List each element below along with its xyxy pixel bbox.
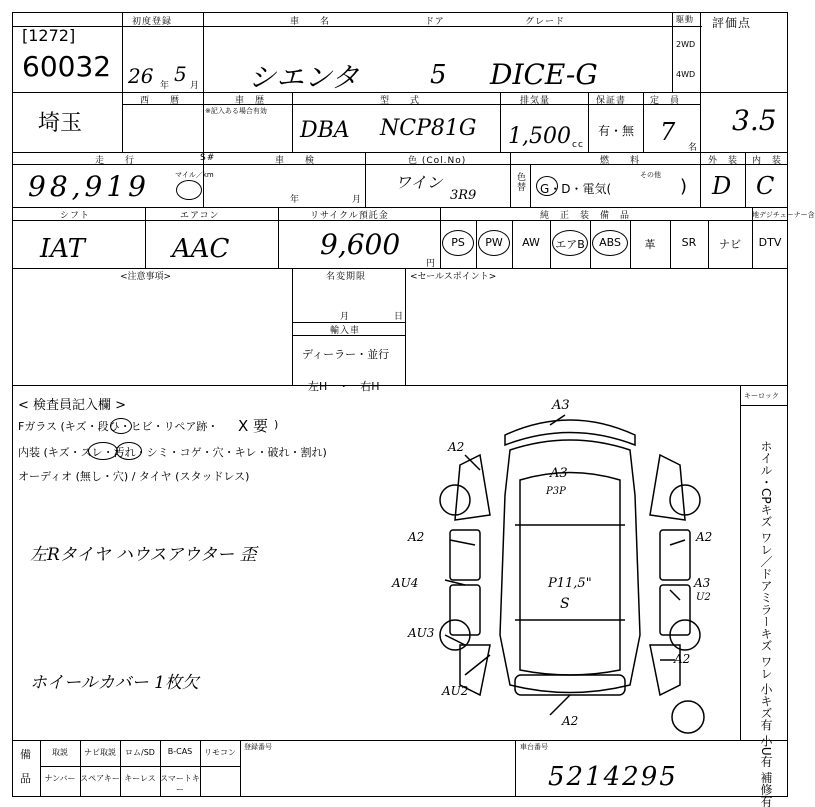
ac-label: エアコン [180, 211, 220, 221]
inspector-title: < 検査員記入欄 > [18, 398, 127, 413]
month-unit: 月 [190, 81, 201, 91]
equipment-circle-1 [478, 230, 510, 256]
warranty-options: 有・無 [598, 124, 635, 138]
first-reg-value: 26 [128, 64, 154, 88]
model-label: 型 式 [380, 96, 421, 106]
mark-left-rear: AU3 [408, 626, 435, 640]
name-change-month: 月 [340, 312, 351, 322]
mark-center-2: S [560, 596, 570, 612]
equipment-6: SR [681, 236, 697, 249]
fuel-options: G・D・電気( [540, 182, 612, 196]
equipment-2: AW [522, 236, 540, 249]
capacity-unit: 名 [688, 143, 699, 153]
mark-right-door-rear-1: A3 [694, 576, 711, 590]
recycle-value: 9,600 [320, 228, 401, 261]
inspection-month-unit: 月 [352, 195, 363, 205]
mileage-sub: S# [200, 153, 216, 163]
dealer-label: ディーラー・並行 [302, 348, 390, 361]
car-front-bumper [505, 420, 635, 445]
door-label: ドア [425, 17, 445, 27]
inspector-note-2: ホイールカバー 1枚欠 [30, 673, 199, 693]
interior-value: C [756, 172, 775, 200]
mark-roof: A3 [550, 466, 568, 481]
footer-side-2: 品 [20, 772, 31, 785]
mark-roof-sub: P3P [546, 486, 566, 497]
first-reg-label: 初度登録 [132, 17, 173, 27]
score-value: 3.5 [732, 104, 777, 137]
equipment-circle-3 [552, 230, 588, 256]
capacity-label: 定 員 [650, 96, 681, 106]
footer-top-item: 取説 [52, 748, 68, 757]
mileage-value: 98,919 [28, 170, 150, 203]
ac-value: AAC [172, 234, 230, 264]
interior-label: 内 装 [752, 156, 783, 166]
prefecture: 埼玉 [38, 111, 83, 136]
car-body-outline [500, 440, 640, 693]
drive-2wd: 2WD [676, 40, 696, 49]
interior-line: 内装 (キズ・スレ・汚れ・シミ・コゲ・穴・キレ・破れ・割れ) [18, 446, 327, 459]
footer-top-item: B-CAS [167, 747, 193, 756]
km-circle [176, 180, 202, 200]
recycle-label: リサイクル預託金 [310, 211, 389, 221]
lot-number: [1272] [22, 26, 76, 45]
car-wheel-right-front [670, 485, 700, 515]
mark-left-door-rear: AU4 [392, 576, 419, 590]
interior-option-circle-2 [116, 442, 142, 460]
shift-label: シフト [60, 211, 91, 221]
name-change-label: 名変期限 [326, 272, 367, 282]
equipment-4: ABS [599, 236, 621, 249]
month-value: 5 [174, 62, 187, 86]
sales-point-label: <セールスポイント> [410, 272, 497, 282]
car-right-door-rear [660, 585, 690, 635]
equipment-circle-0 [442, 230, 474, 256]
history-note: ※記入ある場合有効 [205, 107, 267, 115]
car-wheel-left-front [440, 485, 470, 515]
warranty-label: 保証書 [596, 96, 627, 106]
footer-bottom-item: ナンバー [44, 774, 76, 783]
footer-bottom-item: スマートキー [160, 774, 200, 794]
car-left-door-front [450, 530, 480, 580]
color-value: ワイン [395, 173, 443, 192]
equipment-circle-4 [592, 230, 628, 256]
caution-label: <注意事項> [120, 272, 172, 282]
legend-text: ホイル・CPキズ ワレ／ドアミラーキズ ワレ 小キズ有 小U有 補修有 [759, 440, 773, 807]
audio-line: オーディオ (無し・穴) / タイヤ (スタッドレス) [18, 470, 250, 483]
car-right-fender-front [650, 455, 685, 520]
mark-bottom: A2 [562, 714, 579, 728]
car-name-value: シエンタ [248, 61, 359, 94]
equipment-1: PW [485, 236, 503, 249]
model-prefix: DBA [300, 118, 350, 143]
mark-bottom-left: AU2 [442, 684, 469, 698]
mileage-units: マイル／km [175, 171, 214, 179]
year-unit: 年 [160, 81, 171, 91]
interior-option-circle-1 [88, 442, 118, 460]
mark-right-door-rear-2: U2 [696, 592, 711, 603]
exterior-label: 外 装 [708, 156, 739, 166]
chassis-label: 車台番号 [520, 743, 548, 751]
car-name-label: 車 名 [290, 17, 331, 27]
glass-mark: X 要 [238, 417, 269, 435]
mark-top: A3 [552, 398, 570, 413]
spare-wheel [672, 701, 704, 733]
glass-line: Fガラス (キズ・段ひ・ヒビ・リペア跡・ [18, 420, 219, 433]
model-value: NCP81G [380, 116, 477, 141]
footer-top-item: リモコン [204, 748, 236, 757]
fuel-label: 燃 料 [600, 156, 641, 166]
mark-right-door-front: A2 [696, 530, 713, 544]
recycle-unit: 円 [426, 259, 437, 269]
car-roof [520, 473, 620, 676]
purchase-label: 輸入車 [330, 326, 361, 336]
inspection-label: 車 検 [275, 156, 316, 166]
inspection-year-unit: 年 [290, 195, 301, 205]
glass-option-circle [110, 418, 132, 434]
equipment-7: ナビ [719, 238, 741, 251]
mileage-label: 走 行 [95, 156, 136, 166]
displacement-value: 1,500 [508, 124, 571, 149]
equipment-3: エアB [555, 238, 585, 251]
inspector-note-1: 左Rタイヤ ハウスアウター 歪 [30, 545, 257, 565]
equipment-8: DTV [758, 236, 782, 249]
mark-center-1: P11,5" [548, 576, 592, 591]
history-label: 車 歴 [235, 96, 266, 106]
footer-top-item: ナビ取説 [84, 748, 116, 757]
shift-value: IAT [40, 234, 85, 264]
entry-number: 60032 [22, 50, 112, 83]
car-left-door-rear [450, 585, 480, 635]
grade-value: DICE-G [490, 58, 598, 91]
score-label: 評価点 [712, 16, 752, 30]
steering-label: 左H ・ 右H [308, 380, 380, 393]
name-change-day: 日 [394, 312, 405, 322]
mark-left-front: A2 [448, 440, 465, 454]
mark-right-rear: A2 [674, 652, 691, 666]
fuel-g-circle [536, 176, 558, 196]
key-lock-label: キーロック [744, 392, 779, 400]
glass-close: ) [274, 418, 279, 431]
drive-label: 駆動 [676, 15, 694, 24]
door-value: 5 [430, 60, 447, 90]
fuel-close: ) [680, 176, 688, 197]
mark-left-door-front: A2 [408, 530, 425, 544]
footer-side-1: 備 [20, 748, 31, 761]
tuner-label: 地デジチューナー含 [752, 211, 815, 219]
displacement-label: 排気量 [520, 96, 551, 106]
grade-label: グレード [525, 17, 566, 27]
capacity-value: 7 [660, 118, 676, 146]
era-label: 西 暦 [140, 96, 181, 106]
equipment-label: 純 正 装 備 品 [540, 211, 631, 221]
reg-number-label: 登録番号 [244, 743, 272, 751]
color-code: 3R9 [450, 188, 477, 203]
equipment-0: PS [451, 236, 465, 249]
displacement-unit: cc [572, 140, 584, 150]
footer-bottom-item: キーレス [124, 774, 156, 783]
exterior-value: D [712, 172, 732, 200]
chassis-value: 5214295 [548, 762, 678, 792]
color-change-label: 色替 [515, 172, 525, 192]
car-right-door-front [660, 530, 690, 580]
car-left-fender-front [455, 455, 490, 520]
footer-bottom-item: スペアキー [80, 774, 120, 783]
fuel-other: その他 [640, 171, 661, 179]
drive-4wd: 4WD [676, 70, 696, 79]
color-label: 色 (Col.No) [408, 156, 467, 166]
equipment-5: 革 [644, 238, 656, 251]
footer-top-item: ロム/SD [125, 748, 155, 757]
